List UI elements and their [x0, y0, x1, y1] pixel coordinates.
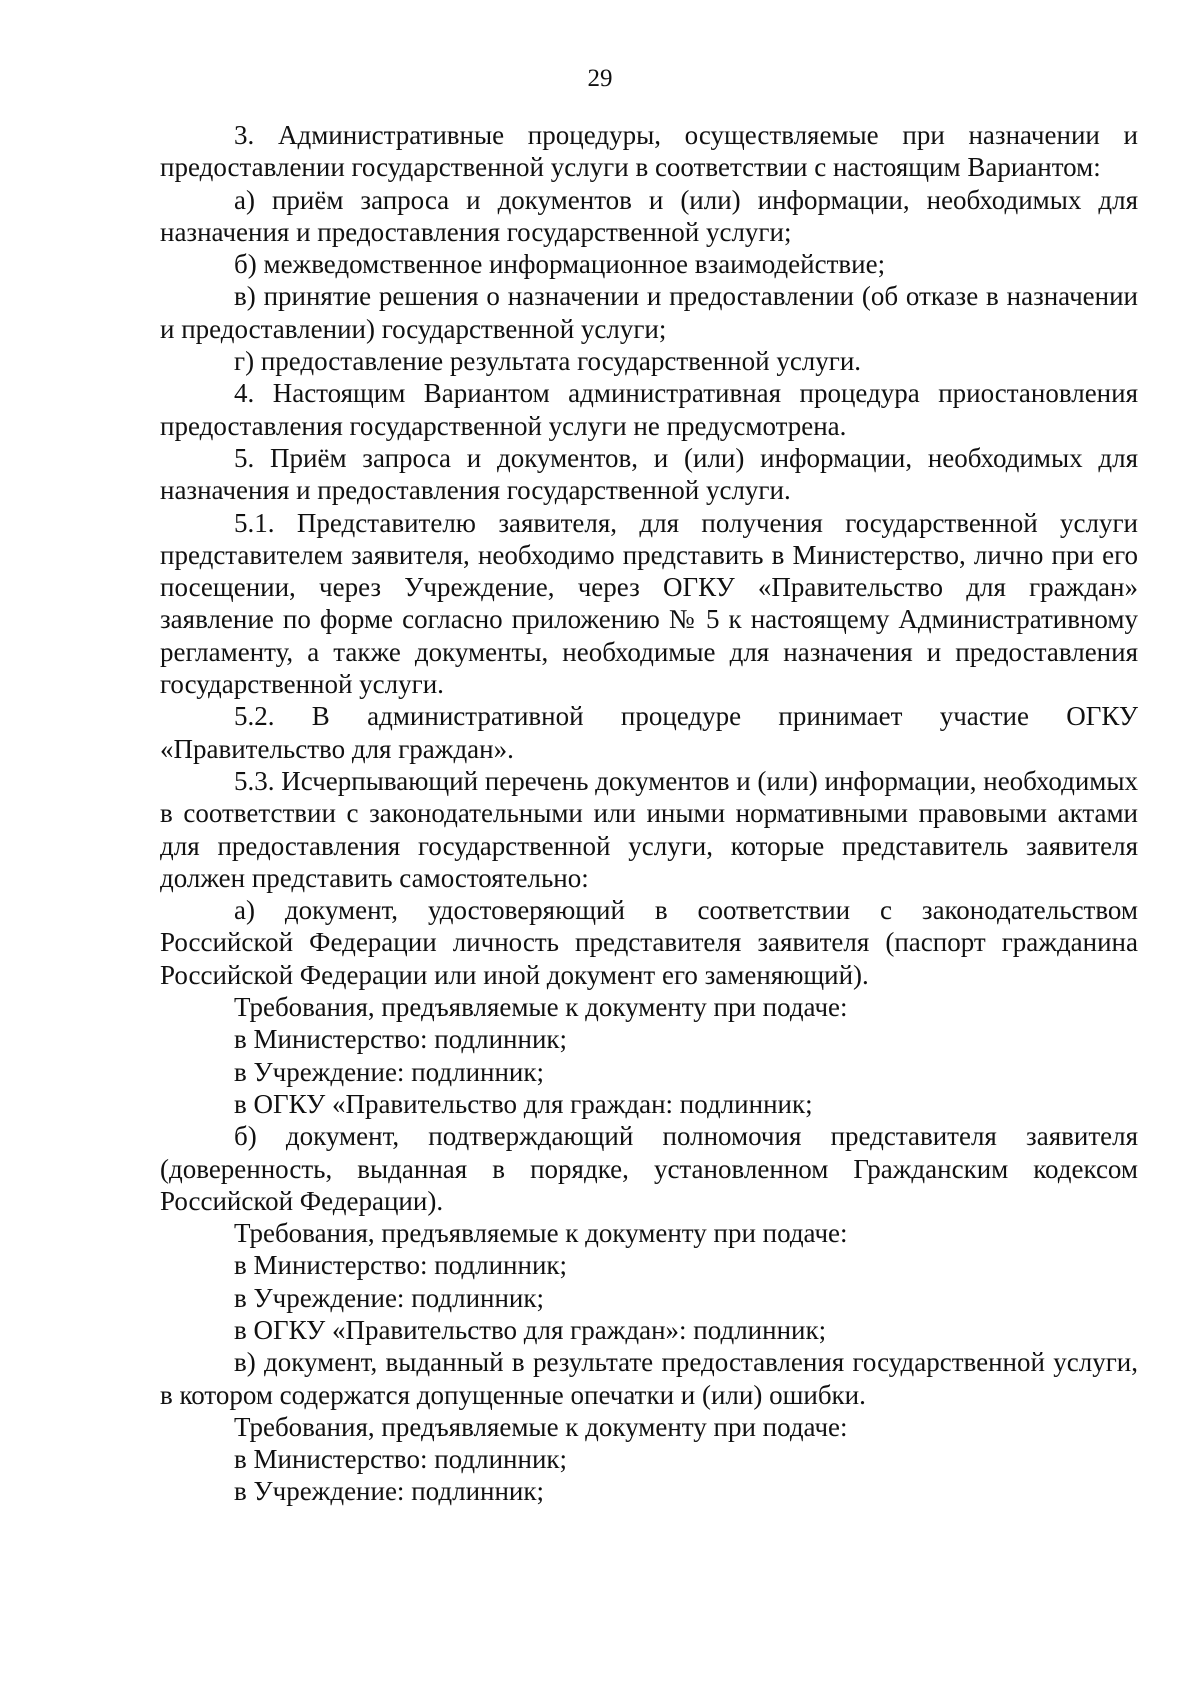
paragraph: Требования, предъявляемые к документу при подаче:: [234, 1411, 848, 1442]
paragraph: 3. Административные процедуры, осуществляемые при назначении и предоставлении государственной услуги в соответствии с настоящим Вариантом:: [160, 120, 1138, 183]
paragraph: в ОГКУ «Правительство для граждан»: подлинник;: [234, 1314, 827, 1345]
paragraph: в) принятие решения о назначении и предоставлении (об отказе в назначении и предоставлении) государственной услуги;: [160, 281, 1138, 344]
paragraph: 5.3. Исчерпывающий перечень документов и (или) информации, необходимых в соответствии с законодательными или иными нормативными правовыми актами для предоставления государственной услуги, которые представитель заявителя должен представить самостоятельно:: [160, 765, 1138, 893]
page-number: 29: [587, 65, 613, 92]
paragraph: б) документ, подтверждающий полномочия представителя заявителя (доверенность, выданная в порядке, установленном Гражданским кодексом Российской Федерации).: [160, 1121, 1138, 1216]
paragraph: в ОГКУ «Правительство для граждан: подлинник;: [234, 1088, 813, 1119]
paragraph: а) приём запроса и документов и (или) информации, необходимых для назначения и предоставления государственной услуги;: [160, 184, 1138, 247]
paragraph: б) межведомственное информационное взаимодействие;: [234, 249, 886, 280]
paragraph: в Учреждение: подлинник;: [234, 1056, 544, 1087]
paragraph: а) документ, удостоверяющий в соответствии с законодательством Российской Федерации личность представителя заявителя (паспорт гражданина Российской Федерации или иной документ его заменяющий).: [160, 895, 1138, 990]
paragraph: в) документ, выданный в результате предоставления государственной услуги, в котором содержатся допущенные опечатки и (или) ошибки.: [160, 1347, 1138, 1410]
paragraph: 5.1. Представителю заявителя, для получения государственной услуги представителем заявителя, необходимо представить в Министерство, лично при его посещении, через Учреждение, через ОГКУ «Правительство для граждан» заявление по форме согласно приложению № 5 к настоящему Административному регламенту, а также документы, необходимые для назначения и предоставления государственной услуги.: [160, 507, 1138, 700]
paragraph: г) предоставление результата государственной услуги.: [234, 346, 862, 377]
paragraph: Требования, предъявляемые к документу при подаче:: [234, 992, 848, 1023]
document-body: [160, 119, 1138, 1508]
paragraph: в Министерство: подлинник;: [234, 1250, 568, 1281]
paragraph: 5. Приём запроса и документов, и (или) информации, необходимых для назначения и предоставления государственной услуги.: [160, 442, 1138, 506]
paragraph: Требования, предъявляемые к документу при подаче:: [234, 1218, 848, 1249]
paragraph: в Министерство: подлинник;: [234, 1024, 568, 1055]
paragraph: в Учреждение: подлинник;: [234, 1476, 544, 1507]
paragraph: 4. Настоящим Вариантом административная процедура приостановления предоставления государственной услуги не предусмотрена.: [160, 378, 1138, 441]
paragraph: 5.2. В административной процедуре принимает участие ОГКУ «Правительство для граждан».: [160, 701, 1138, 764]
paragraph: в Министерство: подлинник;: [234, 1444, 568, 1475]
paragraph: в Учреждение: подлинник;: [234, 1282, 544, 1313]
